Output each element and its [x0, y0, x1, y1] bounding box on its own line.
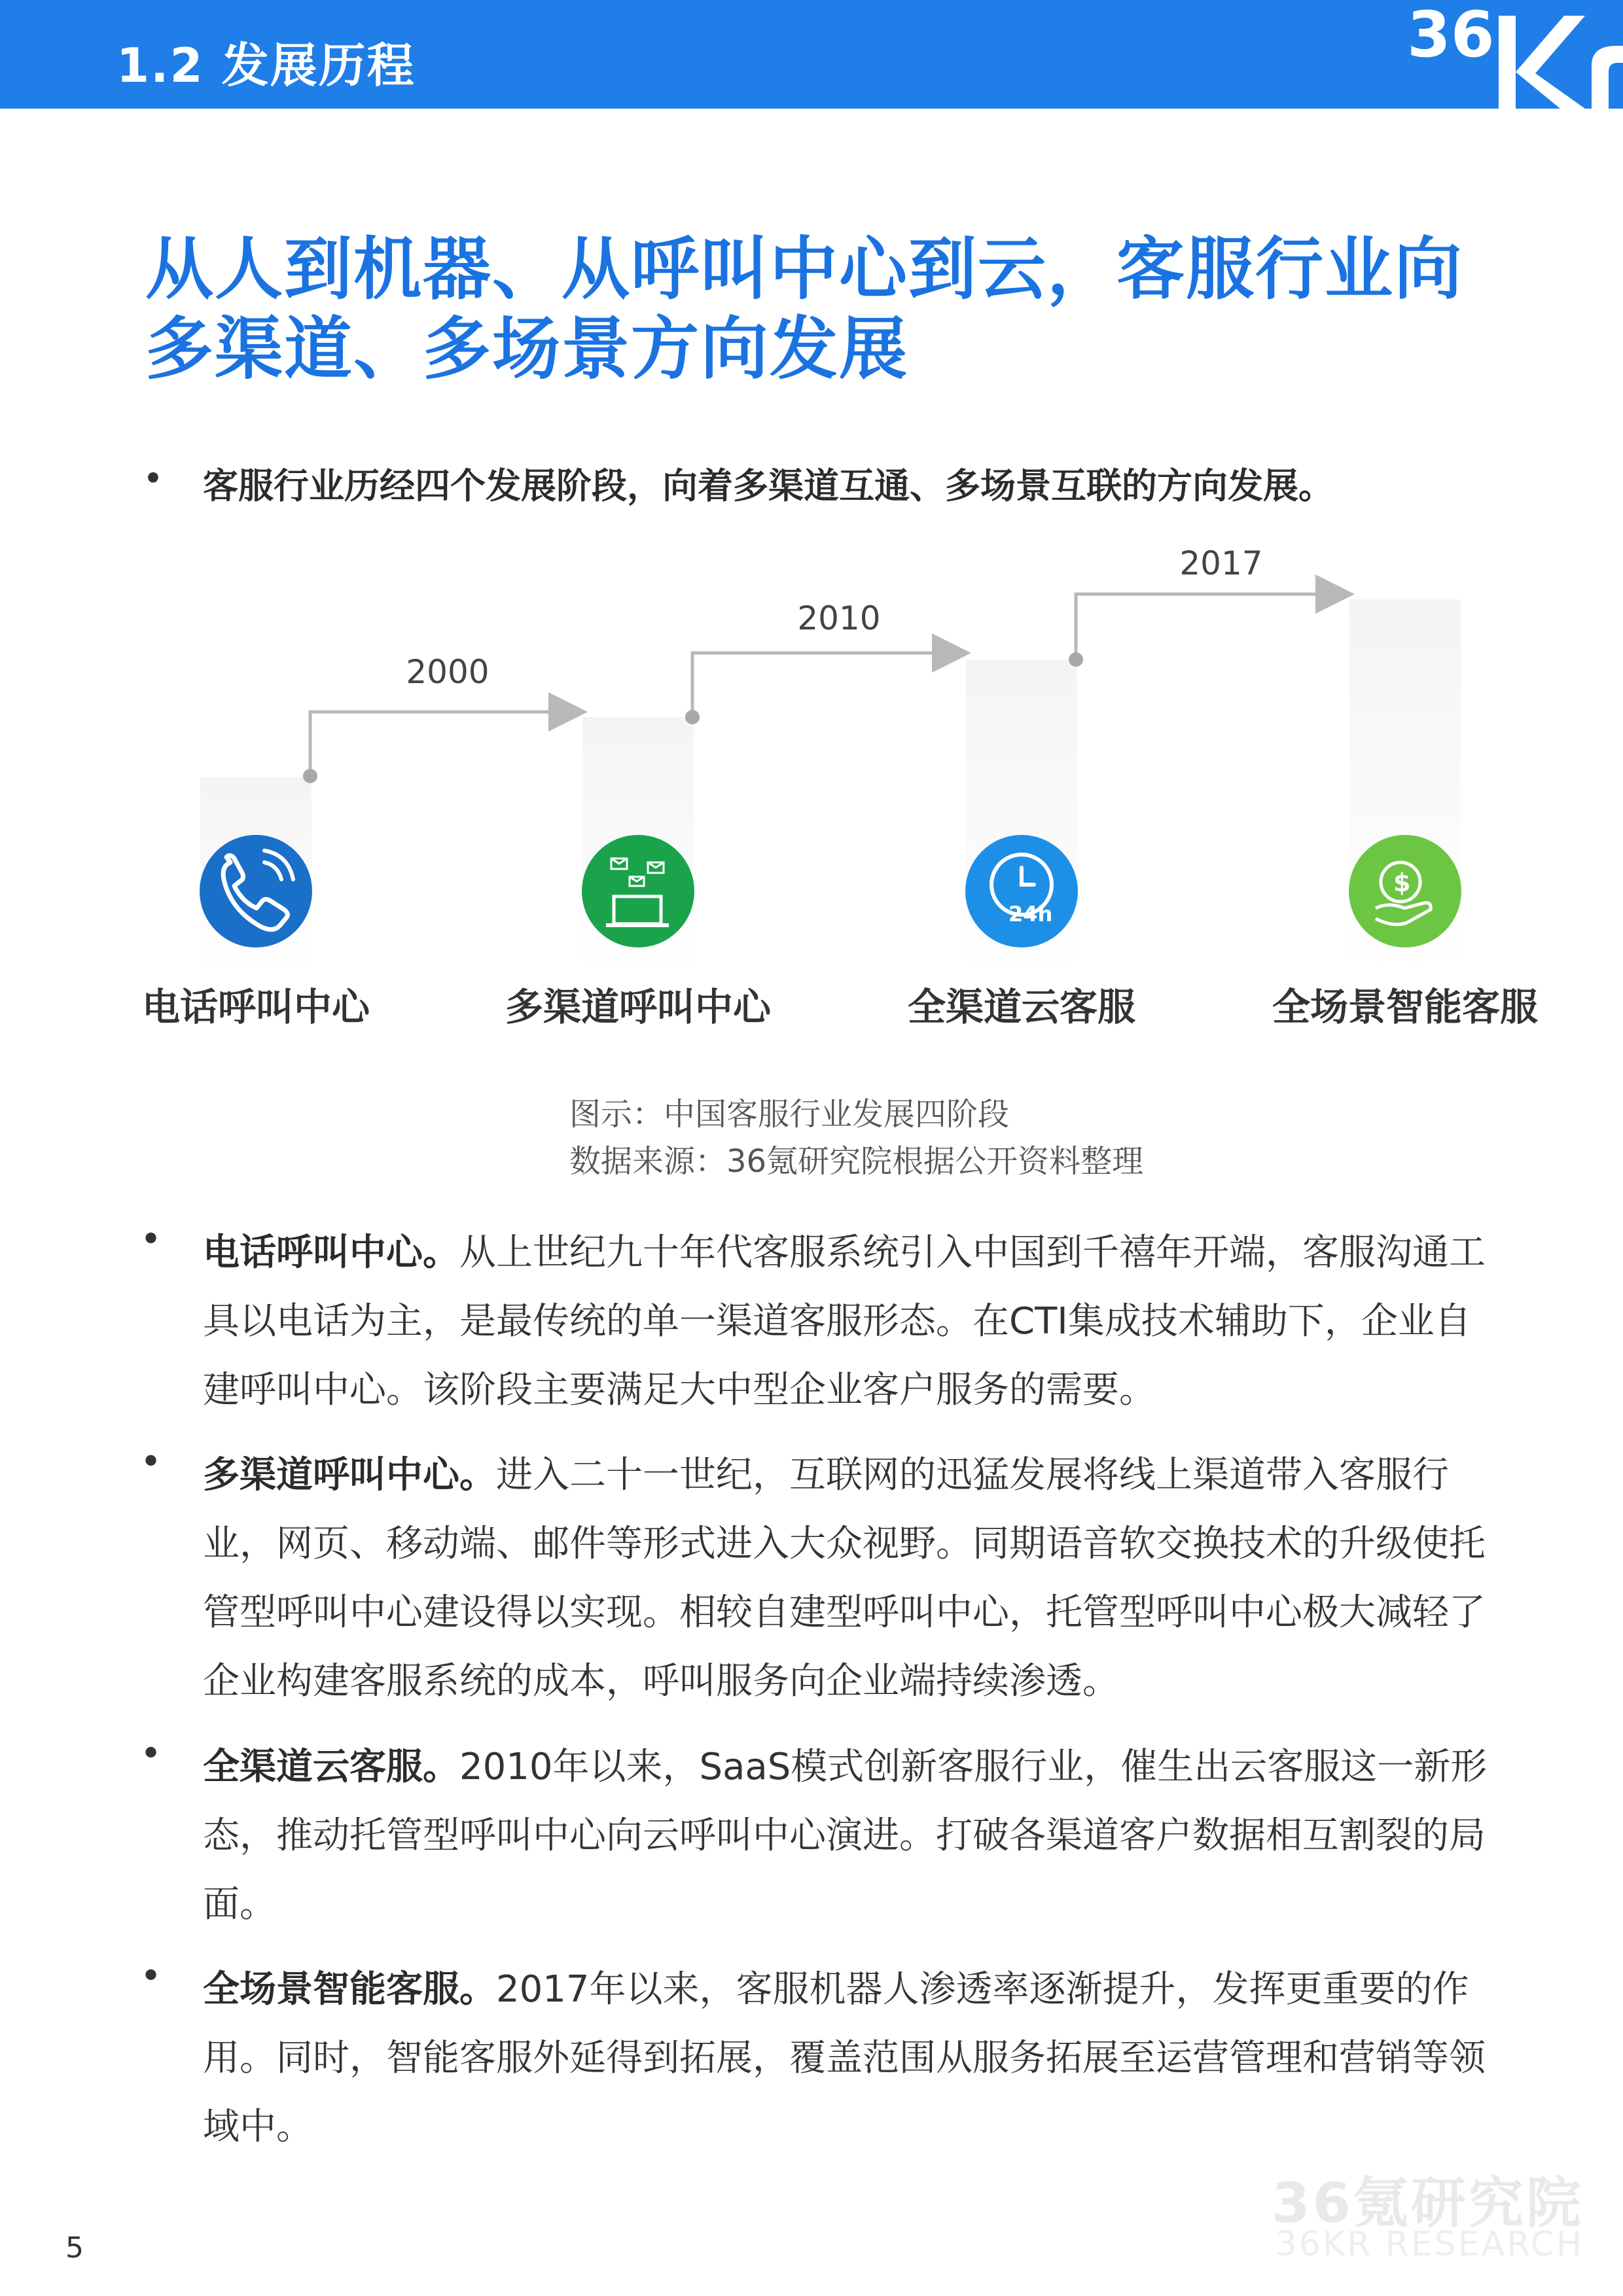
step-dot-3: [1069, 652, 1083, 667]
svg-text:36: 36: [1407, 0, 1495, 71]
paragraph-multichannel-heading: 多渠道呼叫中心。: [203, 1454, 496, 1496]
figure-source: 数据来源：36氪研究院根据公开资料整理: [569, 1143, 1144, 1180]
brand-logo: [1400, 0, 1623, 109]
step-dot-1: [303, 769, 317, 783]
phone-icon: [200, 835, 312, 947]
clock-24h-icon: [965, 835, 1078, 947]
paragraph-cloud-text: 2010年以来，SaaS模式创新客服行业，催生出云客服这一新形态，推动托管型呼叫中心向云呼叫中心演进。打破各渠道客户数据相互割裂的局面。: [203, 1746, 1488, 1926]
stage-label-phone: 电话呼叫中心: [141, 985, 370, 1029]
header-bar: [0, 0, 1623, 109]
year-label-2010: 2010: [797, 599, 881, 637]
watermark-en: 36KR RESEARCH: [1275, 2225, 1584, 2264]
step-arrow-2000: [310, 712, 581, 776]
watermark-cn: 36氪研究院: [1272, 2171, 1584, 2235]
bullet-dot: •: [140, 1441, 162, 1483]
bullet-dot: •: [140, 1733, 162, 1775]
bullet-dot: •: [143, 458, 164, 499]
bullet-dot: •: [140, 1955, 162, 1998]
paragraph-phone-heading: 电话呼叫中心。: [203, 1231, 459, 1274]
stage-label-intelligent: 全场景智能客服: [1272, 985, 1538, 1029]
paragraph-cloud: [203, 1733, 1499, 1939]
section-title: 1.2 发展历程: [116, 38, 416, 93]
step-arrow-2010: [692, 653, 965, 717]
step-dot-2: [685, 710, 700, 724]
page-number: 5: [65, 2231, 84, 2265]
page-title: 从人到机器、从呼叫中心到云，客服行业向多渠道、多场景方向发展: [145, 229, 1464, 389]
paragraph-intelligent-text: 2017年以来，客服机器人渗透率逐渐提升，发挥更重要的作用。同时，智能客服外延得到拓展，覆盖范围从服务拓展至运营管理和营销等领域中。: [203, 1968, 1486, 2148]
paragraph-multichannel-text: 进入二十一世纪，互联网的迅猛发展将线上渠道带入客服行业，网页、移动端、邮件等形式进入大众视野。同期语音软交换技术的升级使托管型呼叫中心建设得以实现。相较自建型呼叫中心，托管型呼叫中心极大减轻了企业构建客服系统的成本，呼叫服务向企业端持续渗透。: [203, 1454, 1486, 1703]
paragraph-phone-text: 从上世纪九十年代客服系统引入中国到千禧年开端，客服沟通工具以电话为主，是最传统的单一渠道客服形态。在CTI集成技术辅助下，企业自建呼叫中心。该阶段主要满足大中型企业客户服务的需要。: [203, 1231, 1486, 1411]
paragraph-multichannel: [203, 1441, 1499, 1716]
year-label-2000: 2000: [406, 653, 490, 691]
laptop-mail-icon: [582, 835, 694, 947]
svg-text:24h: 24h: [1008, 902, 1053, 927]
money-hand-icon: [1349, 835, 1461, 947]
intro-text: 客服行业历经四个发展阶段，向着多渠道互通、多场景互联的方向发展。: [203, 465, 1334, 506]
step-arrow-2017: [1076, 594, 1348, 660]
stage-label-cloud: 全渠道云客服: [907, 985, 1135, 1029]
year-label-2017: 2017: [1179, 544, 1263, 582]
paragraph-cloud-heading: 全渠道云客服。: [203, 1746, 459, 1788]
paragraph-intelligent: [203, 1955, 1499, 2161]
bullet-dot: •: [140, 1218, 162, 1261]
svg-text:$: $: [1393, 868, 1411, 897]
stage-label-multichannel: 多渠道呼叫中心: [505, 985, 771, 1029]
paragraph-intelligent-heading: 全场景智能客服。: [203, 1968, 496, 2011]
paragraph-phone: [203, 1218, 1499, 1424]
figure-caption: 图示：中国客服行业发展四阶段: [569, 1096, 1010, 1133]
